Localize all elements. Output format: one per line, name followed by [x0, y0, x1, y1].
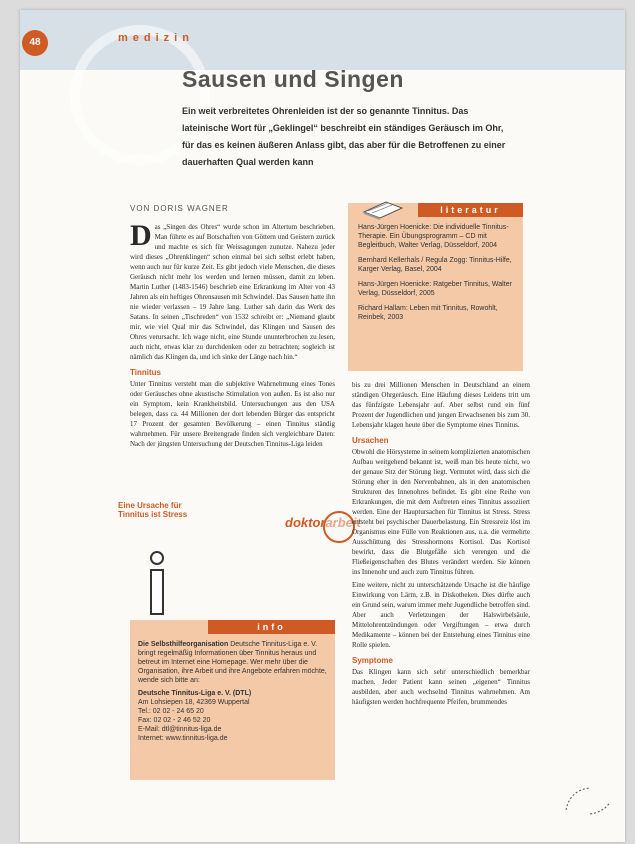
info-intro-org: Die Selbsthilfeorganisation — [138, 641, 229, 648]
article-title: Sausen und Singen — [182, 66, 404, 92]
contact-org: Deutsche Tinnitus-Liga e. V. (DTL) — [138, 690, 252, 697]
book-icon — [362, 200, 404, 220]
info-heading: info — [208, 620, 335, 634]
drop-cap: D — [130, 219, 152, 252]
subheading-symptome: Symptome — [352, 656, 393, 665]
literatur-list — [358, 223, 516, 328]
subheading-ursachen: Ursachen — [352, 436, 389, 445]
contact-email: E-Mail: dtl@tinnitus-liga.de — [138, 726, 222, 733]
paragraph-tinnitus: Unter Tinnitus versteht man die subjektive Wahrnehmung eines Tones oder Geräusches ohne akustische Stimulation von außen. Es ist also nur ein Symptom, kein Krankheitsbild. Untersuchungen aus den USA belegen, dass ca. 44 Millionen der dort lebenden Bürger das entspricht 17 Prozent der gesamten Bevölkerung – einen Tinnitus ständig wahrnehmen. Für unsere Breitengrade finden sich vergleichbare Daten: Nach der jüngsten Untersuchung der Deutschen Tinnitus-Liga leiden — [130, 380, 335, 448]
subheading-tinnitus: Tinnitus — [130, 368, 161, 377]
footer-stamp-icon — [560, 780, 618, 822]
literatur-entry: Bernhard Kellerhals / Regula Zogg: Tinnitus-Hilfe, Karger Verlag, Basel, 2004 — [358, 257, 512, 273]
info-icon — [142, 550, 172, 620]
logo-ring — [323, 511, 355, 543]
info-body — [138, 640, 328, 743]
paragraph-intro: as „Singen des Ohres“ wurde schon im Altertum beschrieben. Man führte es auf Botschaften von Göttern und Geistern zurück und machte es sich für Weissagungen zunutze. Nahezu jeder wird dieses „Ohrenklingen“ schon einmal bei sich selbst erlebt haben, wenn auch nur für kurze Zeit. Es gibt jedoch viele Menschen, die dieses Geräusch nicht mehr los werden und lernen müssen, damit zu leben. Martin Luther (1483-1546) beschrieb eine Erkrankung im Alter von 43 Jahren als ein heftiges Ohrensausen mit Schwindel. Das Sausen hatte ihn nie wieder verlassen – 19 Jahre lang. Luther sah darin das Werk des Satans. In seinen „Tischreden“ von 1532 schreibt er: „Niemand glaubt mir, wie viel Qual mir das Schwindel, das Klingen und Sausen des Ohres verursacht. Ich wage nicht, eine Stunde ununterbrochen zu lesen, auch nicht, etwas klar zu durchdenken oder zu betrachten; sogleich ist nämlich das Klingen da, und ich sinke der Länge nach hin.“ — [130, 223, 335, 361]
literatur-entry: Richard Hallam: Leben mit Tinnitus, Rowohlt, Reinbek, 2003 — [358, 305, 498, 321]
paragraph-prevalence: bis zu drei Millionen Menschen in Deutschland an einem ständigen Ohrgeräusch. Eine Häufung dieses Leidens tritt um das fünfzigste Lebensjahr auf. Aber selbst rund ein fünf Prozent der Jugendlichen und jungen Erwachsenen bis zum 30. Lebensjahr klagen heute über die Symptome eines Tinnitus. — [352, 381, 530, 429]
pull-quote: Eine Ursache für Tinnitus ist Stress — [118, 501, 188, 519]
paragraph-symptoms: Das Klingen kann sich sehr unterschiedlich bemerkbar machen. Jeder Patient kann seinen „eigenen“ Tinnitus ausbilden, aber auch wechselnd Tinnitus wahrnehmen. Am häufigsten werden hochfrequente Pfeifen, brummendes — [352, 668, 530, 706]
column-left — [130, 219, 335, 452]
contact-address: Am Lohsiepen 18, 42369 Wuppertal — [138, 699, 250, 706]
literatur-heading: literatur — [418, 203, 523, 217]
contact-tel: Tel.: 02 02 - 24 65 20 — [138, 708, 204, 715]
paragraph-noise: Eine weitere, nicht zu unterschätzende Ursache ist die häufige Einwirkung von Lärm, z.B. in Diskotheken. Dies dürfte auch ein Grund sein, warum immer mehr Jugendliche betroffen sind. Aber auch Verletzungen der Halswirbelsäule, Mittelohrentzündungen oder Vergiftungen – etwa durch Medikamente – können bei der Entstehung eines Tinnitus eine Rolle spielen. — [352, 581, 530, 649]
section-label: medizin — [118, 32, 194, 44]
paragraph-causes: Obwohl die Hörsysteme in seinem komplizierten anatomischen Aufbau weitgehend bekannt ist, weiß man bis heute nicht, wo der genaue Sitz der Störung liegt. Vermutet wird, dass sich die Störung eher in den Nervenbahnen, als in den anatomischen Strukturen des Innenohres befindet. Es gibt eine Reihe von Erkrankungen, die mit dem Auftreten eines Tinnitus assoziiert werden. Eine der Hauptursachen für Tinnitus ist Stress. Stress entsteht bei psychischer Dauerbelastung. Ein Stressreiz löst im Organismus eine Fülle von Reaktionen aus, u.a. die vermehrte Ausschüttung des Stresshormons Kortisol. Das Kortisol bewirkt, dass die Blutgefäße sich verengen und die Fließeigenschaften des Blutes verändert werden. Sie können ins Innenohr und auch zum Tinnitus führen. — [352, 448, 530, 576]
contact-web: Internet: www.tinnitus-liga.de — [138, 735, 228, 742]
byline: VON DORIS WAGNER — [130, 204, 229, 213]
info-intro: Deutsche Tinnitus-Liga e. V. bringt regelmäßig Informationen über Tinnitus heraus und betreut im Internet eine Homepage. Wer mehr über die Organisation, ihre Arbeit und ihre Angebote erfahren möchte, wende sich bitte an: — [138, 641, 327, 684]
literatur-entry: Hans-Jürgen Hoenicke: Die individuelle Tinnitus-Therapie. Ein Übungsprogramm – CD mit Begleitbuch, Walter Verlag, Düsseldorf, 2004 — [358, 224, 509, 249]
literatur-box — [348, 203, 523, 371]
logo-text-arbeit: arbeit — [325, 515, 361, 530]
contact-fax: Fax: 02 02 - 2 46 52 20 — [138, 717, 211, 724]
column-right — [352, 380, 530, 710]
literatur-entry: Hans-Jürgen Hoenicke: Ratgeber Tinnitus, Walter Verlag, Düsseldorf, 2005 — [358, 281, 512, 297]
logo-text-doktor: doktor — [285, 515, 326, 530]
info-box — [130, 620, 335, 780]
article-lead: Ein weit verbreitetes Ohrenleiden ist der so genannte Tinnitus. Das lateinische Wort für „Geklingel“ beschreibt ein ständiges Geräusch im Ohr, für das es keinen äußeren Anlass gibt, das aber für die Betroffenen zu einer dauerhaften Qual werden kann — [182, 106, 506, 167]
page-number: 48 — [22, 30, 48, 56]
